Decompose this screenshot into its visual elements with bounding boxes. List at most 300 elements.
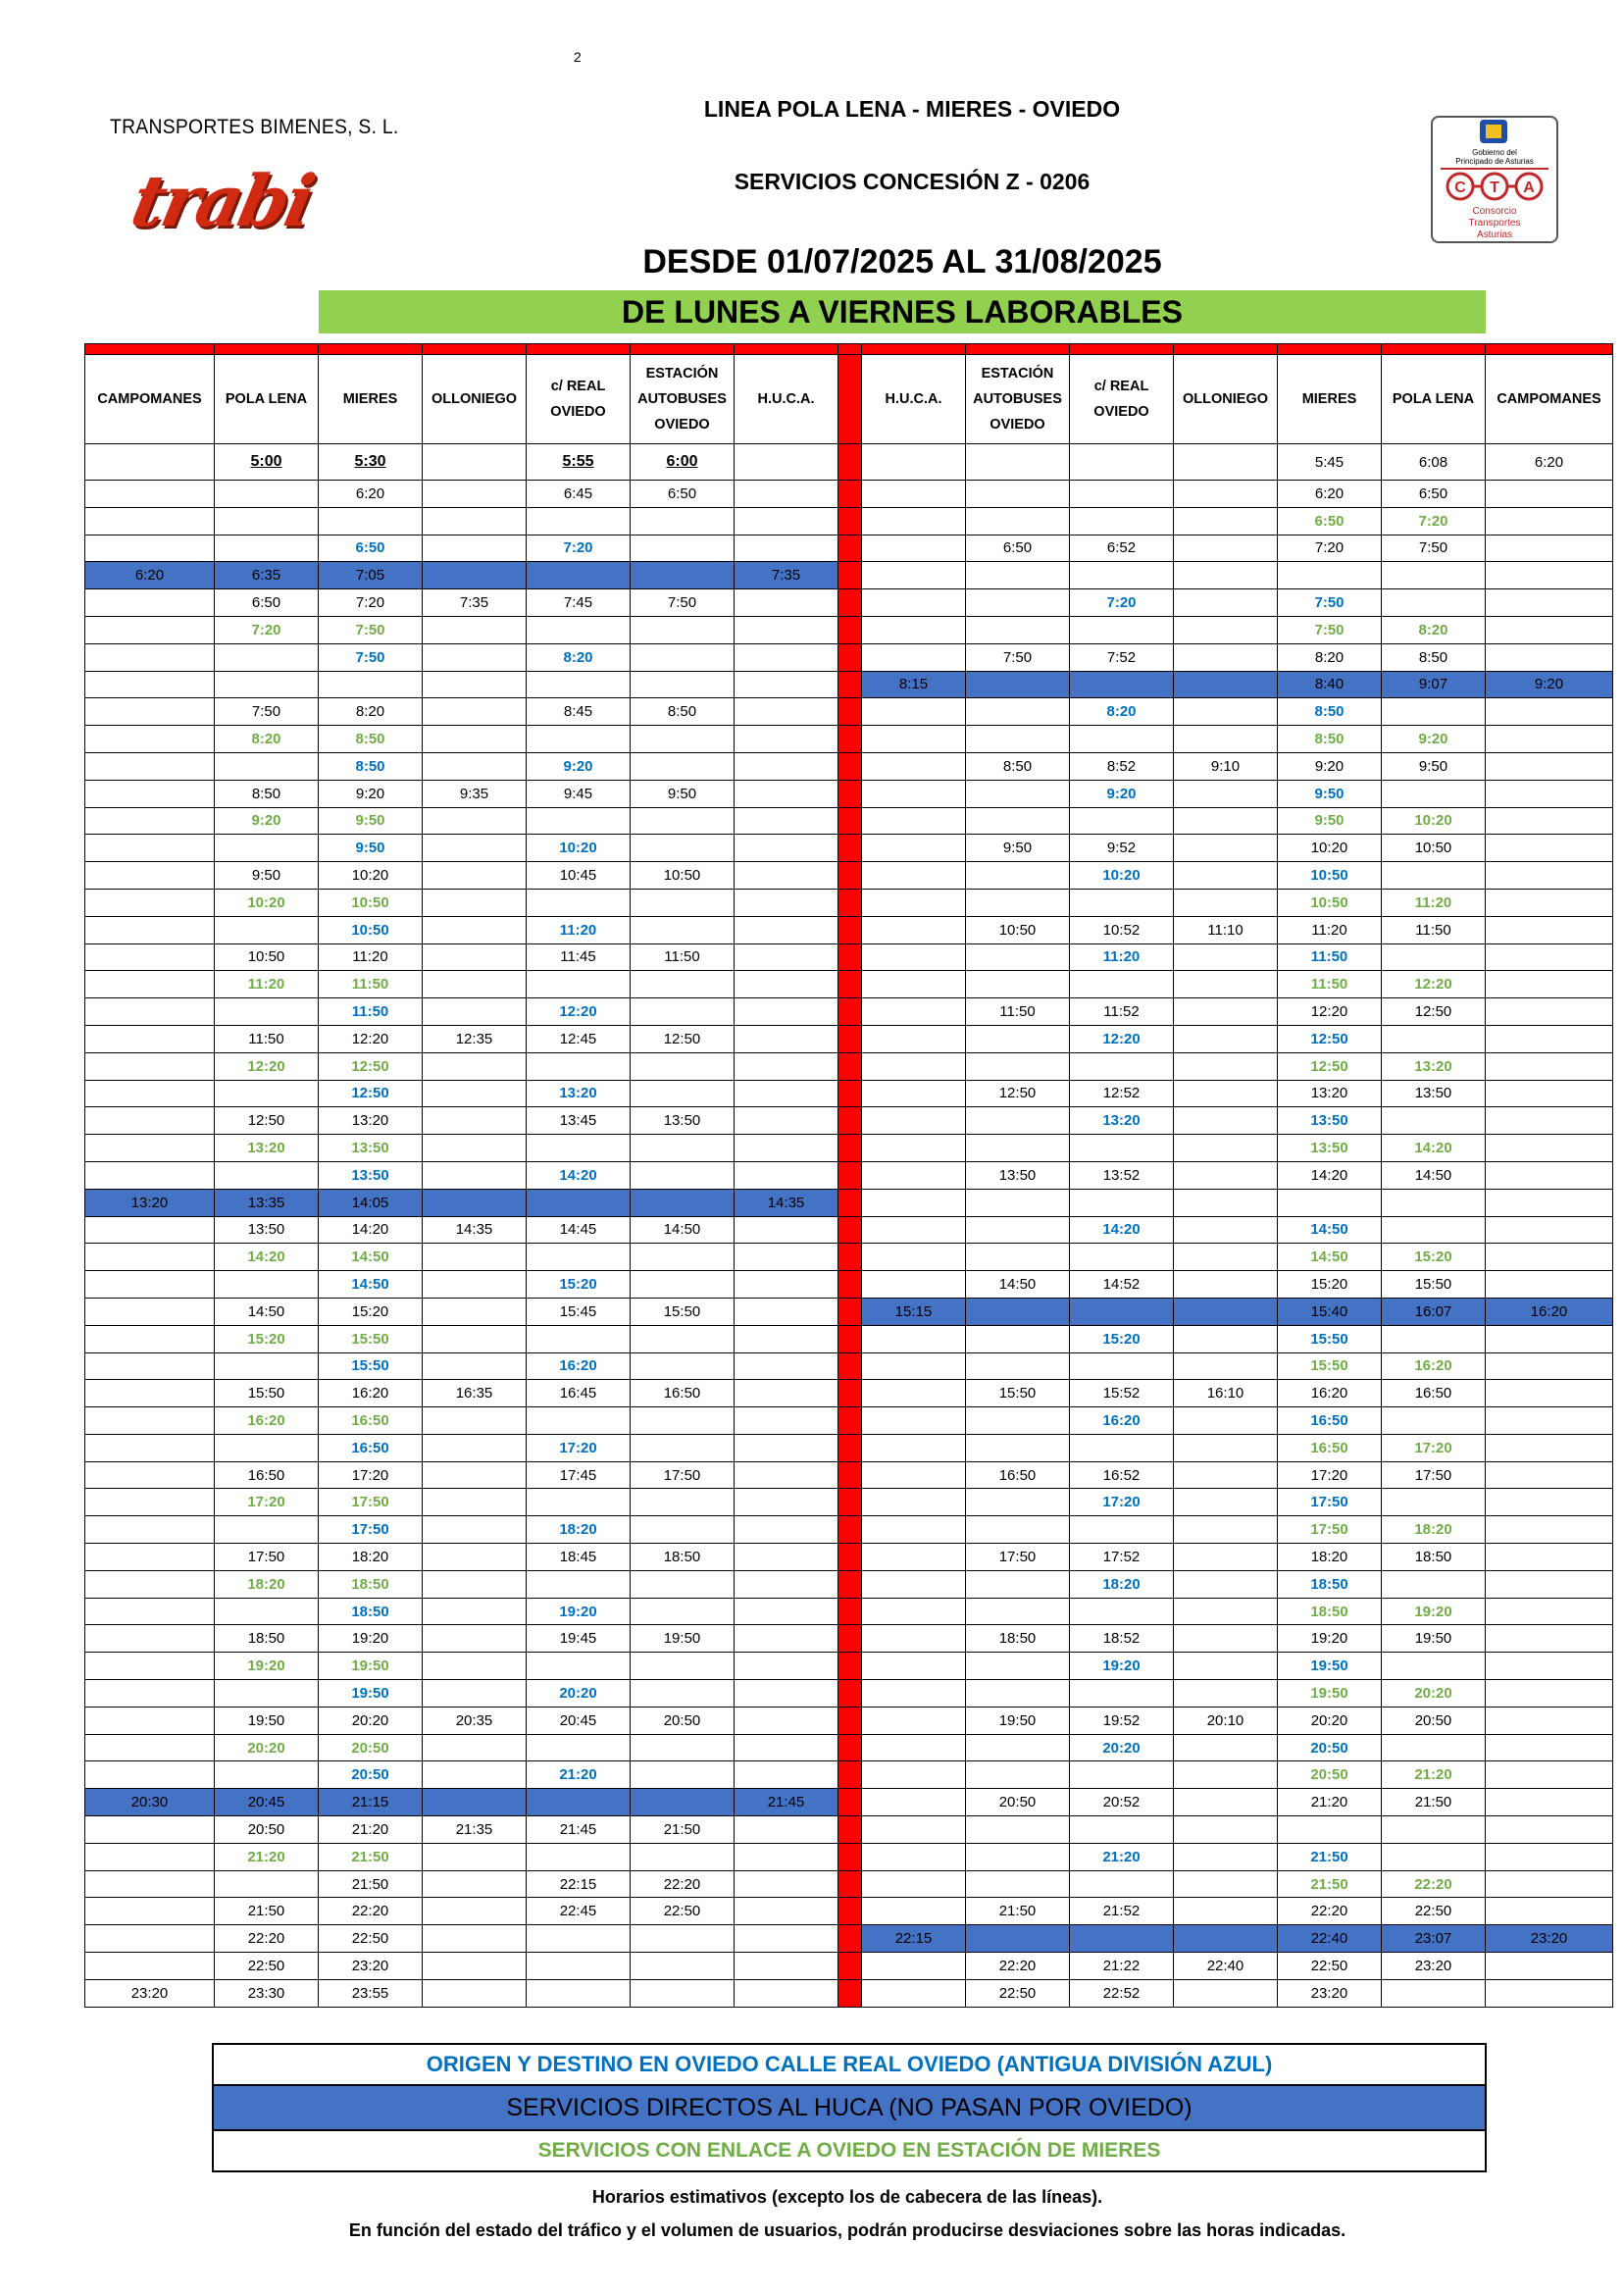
time-cell [423,998,527,1026]
time-cell: 10:50 [319,916,423,943]
time-cell [1486,507,1613,535]
time-cell [1486,998,1613,1026]
separator-cell [838,1052,862,1080]
time-cell [1174,726,1278,753]
table-row [85,1870,1613,1898]
time-cell: 12:50 [1278,1052,1382,1080]
legend-blue: ORIGEN Y DESTINO EN OVIEDO CALLE REAL OVIEDO (ANTIGUA DIVISIÓN AZUL) [214,2045,1485,2086]
time-cell [85,1570,215,1598]
time-cell [862,1816,966,1844]
time-cell [85,481,215,508]
time-cell [85,1707,215,1734]
time-cell: 16:20 [1382,1352,1486,1380]
company-name: TRANSPORTES BIMENES, S. L. [110,116,399,138]
time-cell [966,726,1070,753]
separator-cell [838,1025,862,1052]
time-cell [1486,1979,1613,2007]
time-cell [631,807,735,835]
time-cell [631,616,735,643]
time-cell [1174,943,1278,971]
table-row [85,1025,1613,1052]
time-cell [527,1052,631,1080]
time-cell [1174,1161,1278,1189]
time-cell: 8:20 [1070,698,1174,726]
table-row [85,998,1613,1026]
time-cell: 20:50 [1382,1707,1486,1734]
time-cell: 17:50 [1278,1516,1382,1544]
time-cell: 9:20 [1382,726,1486,753]
time-cell: 19:50 [215,1707,319,1734]
header-line: CAMPOMANES [97,391,202,407]
time-cell [85,889,215,916]
time-cell: 16:50 [1278,1407,1382,1435]
time-cell: 7:50 [1278,589,1382,617]
time-cell [862,481,966,508]
separator-cell [838,1953,862,1980]
time-cell [966,698,1070,726]
time-cell [735,1870,838,1898]
time-cell [862,698,966,726]
logo-line2: Principado de Asturias [1455,157,1534,166]
time-cell [862,1216,966,1244]
time-cell: 21:50 [215,1898,319,1925]
time-cell: 14:20 [215,1244,319,1271]
time-cell [527,971,631,998]
time-cell [1174,1570,1278,1598]
table-row [85,780,1613,807]
time-cell [423,671,527,698]
time-cell [735,1925,838,1953]
time-cell [1486,971,1613,998]
time-cell [966,1052,1070,1080]
separator-cell [838,1244,862,1271]
time-cell: 6:08 [1382,444,1486,481]
time-cell [1486,1461,1613,1489]
separator-cell [838,1570,862,1598]
time-cell [735,1898,838,1925]
table-row [85,1761,1613,1789]
time-cell [1174,1516,1278,1544]
time-cell: 16:10 [1174,1380,1278,1407]
time-cell [1486,1352,1613,1380]
table-row [85,643,1613,671]
header-line: MIERES [342,391,398,407]
time-cell: 21:45 [735,1789,838,1816]
time-cell: 12:20 [527,998,631,1026]
time-cell [1486,535,1613,562]
time-cell: 10:50 [1278,889,1382,916]
time-cell [85,1544,215,1571]
time-cell [735,998,838,1026]
time-cell [735,1298,838,1325]
time-cell: 7:50 [631,589,735,617]
time-cell [966,1107,1070,1135]
time-cell: 13:20 [85,1189,215,1216]
separator-cell [838,507,862,535]
time-cell [1486,698,1613,726]
time-cell [1486,1380,1613,1407]
time-cell [966,444,1070,481]
time-cell [1486,1653,1613,1680]
time-cell [735,916,838,943]
time-cell [862,1680,966,1708]
time-cell: 16:07 [1382,1298,1486,1325]
time-cell [527,1325,631,1352]
time-cell [735,1161,838,1189]
header-line: AUTOBUSES [973,391,1062,407]
table-row [85,1325,1613,1352]
time-cell: 12:45 [527,1025,631,1052]
time-cell [862,889,966,916]
time-cell [85,1161,215,1189]
time-cell: 10:20 [527,835,631,862]
time-cell: 14:05 [319,1189,423,1216]
time-cell [1174,507,1278,535]
time-cell: 6:50 [631,481,735,508]
time-cell [85,1489,215,1516]
time-cell [966,1352,1070,1380]
time-cell [966,943,1070,971]
time-cell [423,889,527,916]
time-cell [1486,1434,1613,1461]
separator-cell [838,752,862,780]
time-cell [423,1161,527,1189]
time-cell [85,807,215,835]
time-cell: 11:20 [527,916,631,943]
time-cell: 10:20 [215,889,319,916]
time-cell [215,481,319,508]
time-cell: 21:15 [319,1789,423,1816]
logo-line4: Transportes [1468,218,1521,229]
time-cell [862,1244,966,1271]
table-row [85,835,1613,862]
separator-cell [838,1734,862,1761]
time-cell: 7:20 [1382,507,1486,535]
time-cell [1486,889,1613,916]
time-cell [85,1135,215,1162]
time-cell [1486,643,1613,671]
time-cell [1070,481,1174,508]
time-cell: 8:50 [215,780,319,807]
time-cell [631,1516,735,1544]
separator-cell [838,726,862,753]
table-row [85,1461,1613,1489]
header-line: POLA LENA [1392,391,1475,407]
time-cell [735,943,838,971]
time-cell: 13:50 [631,1107,735,1135]
time-cell [319,507,423,535]
time-cell: 17:50 [319,1516,423,1544]
header-line: CAMPOMANES [1497,391,1601,407]
time-cell [1486,1625,1613,1653]
separator-cell [838,1544,862,1571]
table-row [85,1680,1613,1708]
time-cell [85,1325,215,1352]
time-cell [1486,1680,1613,1708]
time-cell: 18:50 [319,1570,423,1598]
time-cell [423,643,527,671]
time-cell [966,1734,1070,1761]
time-cell: 11:50 [1382,916,1486,943]
time-cell [1070,1189,1174,1216]
time-cell [735,1516,838,1544]
time-cell: 10:50 [1382,835,1486,862]
table-row [85,1052,1613,1080]
time-cell [735,643,838,671]
time-cell [423,1953,527,1980]
header-left-4 [527,355,631,444]
time-cell: 19:20 [215,1653,319,1680]
red-top-strip [85,344,1613,355]
time-cell [527,507,631,535]
time-cell: 14:50 [631,1216,735,1244]
time-cell: 10:50 [1278,862,1382,890]
time-cell [1174,971,1278,998]
header-line: H.U.C.A. [885,391,942,407]
time-cell [1382,1325,1486,1352]
table-row [85,507,1613,535]
time-cell [735,1734,838,1761]
header-left-2 [319,355,423,444]
table-row [85,971,1613,998]
time-cell [1486,862,1613,890]
time-cell [527,807,631,835]
time-cell: 22:20 [1278,1898,1382,1925]
time-cell: 20:50 [1278,1734,1382,1761]
time-cell: 8:50 [631,698,735,726]
time-cell [423,1189,527,1216]
time-cell [1174,835,1278,862]
time-cell: 10:45 [527,862,631,890]
time-cell [423,1325,527,1352]
time-cell [1486,943,1613,971]
time-cell: 19:20 [319,1625,423,1653]
time-cell [1174,1461,1278,1489]
table-row [85,1434,1613,1461]
time-cell [735,1352,838,1380]
time-cell: 19:50 [631,1625,735,1653]
time-cell [862,1953,966,1980]
time-cell: 23:20 [85,1979,215,2007]
time-cell [85,1843,215,1870]
time-cell: 7:50 [319,616,423,643]
time-cell [966,807,1070,835]
table-row [85,698,1613,726]
time-cell [862,1979,966,2007]
time-cell [85,1625,215,1653]
time-cell [85,1898,215,1925]
time-cell [423,1107,527,1135]
time-cell [1174,444,1278,481]
time-cell: 16:50 [1278,1434,1382,1461]
time-cell [1174,998,1278,1026]
time-cell: 18:50 [1382,1544,1486,1571]
time-cell: 17:45 [527,1461,631,1489]
time-cell [1174,1625,1278,1653]
time-cell: 20:20 [1070,1734,1174,1761]
time-cell [1174,807,1278,835]
header-line: OVIEDO [1093,404,1149,420]
time-cell: 21:50 [966,1898,1070,1925]
time-cell [862,1080,966,1107]
time-cell: 9:07 [1382,671,1486,698]
separator-cell [838,1298,862,1325]
time-cell [1070,1244,1174,1271]
time-cell [215,752,319,780]
table-row [85,1080,1613,1107]
time-cell: 11:10 [1174,916,1278,943]
time-cell [423,1843,527,1870]
time-cell [735,1680,838,1708]
time-cell: 22:15 [862,1925,966,1953]
red-strip-cell [319,344,423,355]
time-cell: 14:52 [1070,1271,1174,1299]
table-row [85,1544,1613,1571]
time-cell: 6:00 [631,444,735,481]
timetable [84,343,1613,2008]
time-cell: 12:50 [319,1052,423,1080]
time-cell [527,1789,631,1816]
time-cell [862,1516,966,1544]
time-cell [1486,1516,1613,1544]
logo-line5: Asturias [1476,229,1513,240]
time-cell [735,1244,838,1271]
time-cell [1174,1653,1278,1680]
time-cell [85,698,215,726]
time-cell: 22:50 [966,1979,1070,2007]
time-cell [631,1407,735,1435]
time-cell: 19:20 [1070,1653,1174,1680]
time-cell: 13:35 [215,1189,319,1216]
time-cell [735,752,838,780]
time-cell [1070,1761,1174,1789]
time-cell: 9:20 [1278,752,1382,780]
time-cell [85,971,215,998]
time-cell [966,616,1070,643]
time-cell [966,1135,1070,1162]
time-cell [631,535,735,562]
time-cell: 21:20 [1278,1789,1382,1816]
time-cell: 11:50 [631,943,735,971]
time-cell: 8:50 [319,726,423,753]
header-line: c/ REAL [1093,379,1149,394]
time-cell [85,726,215,753]
time-cell [423,807,527,835]
time-cell [85,535,215,562]
time-cell [966,1489,1070,1516]
time-cell [966,562,1070,589]
time-cell [1070,1925,1174,1953]
time-cell [966,1925,1070,1953]
time-cell: 16:20 [319,1380,423,1407]
header-right-4 [1278,355,1382,444]
time-cell [966,507,1070,535]
time-cell: 19:50 [1278,1680,1382,1708]
time-cell [1278,1189,1382,1216]
time-cell [1486,780,1613,807]
time-cell: 18:50 [631,1544,735,1571]
time-cell [966,1325,1070,1352]
cta-logo [1431,116,1558,243]
separator-cell [838,1161,862,1189]
time-cell: 7:52 [1070,643,1174,671]
day-type-band: DE LUNES A VIERNES LABORABLES [319,290,1486,333]
time-cell: 7:20 [1278,535,1382,562]
time-cell [1174,1816,1278,1844]
time-cell [1174,1789,1278,1816]
time-cell [631,1925,735,1953]
header-left-1 [215,355,319,444]
time-cell: 11:20 [1382,889,1486,916]
time-cell [862,1598,966,1625]
time-cell: 6:20 [319,481,423,508]
time-cell: 9:10 [1174,752,1278,780]
time-cell: 17:52 [1070,1544,1174,1571]
time-cell [735,1598,838,1625]
time-cell [966,1653,1070,1680]
time-cell [1486,752,1613,780]
separator-cell [838,1325,862,1352]
time-cell [631,1135,735,1162]
time-cell [862,507,966,535]
time-cell [423,1080,527,1107]
time-cell [1070,1352,1174,1380]
time-cell [1382,862,1486,890]
time-cell: 12:20 [1382,971,1486,998]
time-cell: 7:20 [319,589,423,617]
time-cell [735,589,838,617]
header-left-5 [631,355,735,444]
time-cell: 16:20 [527,1352,631,1380]
time-cell [1486,1707,1613,1734]
time-cell [735,1653,838,1680]
time-cell [1278,1816,1382,1844]
header-left-3 [423,355,527,444]
time-cell: 18:52 [1070,1625,1174,1653]
legend [212,2043,1487,2172]
time-cell [423,1135,527,1162]
time-cell [423,1434,527,1461]
time-cell [862,1161,966,1189]
table-row [85,1352,1613,1380]
time-cell: 17:50 [319,1489,423,1516]
logo-letter-a: A [1523,179,1535,196]
separator-cell [838,1680,862,1708]
table-row [85,444,1613,481]
red-strip-cell [631,344,735,355]
table-row [85,862,1613,890]
time-cell: 16:35 [423,1380,527,1407]
time-cell: 17:50 [966,1544,1070,1571]
separator-cell [838,1979,862,2007]
time-cell [735,698,838,726]
time-cell [1382,589,1486,617]
time-cell [1486,807,1613,835]
time-cell [1486,726,1613,753]
time-cell [1174,1352,1278,1380]
time-cell [735,1816,838,1844]
time-cell: 15:20 [1070,1325,1174,1352]
time-cell [1174,1598,1278,1625]
time-cell [1174,1025,1278,1052]
time-cell: 13:50 [319,1135,423,1162]
time-cell: 14:20 [1278,1161,1382,1189]
time-cell: 9:50 [1278,807,1382,835]
time-cell [735,1080,838,1107]
time-cell: 20:35 [423,1707,527,1734]
time-cell: 22:20 [215,1925,319,1953]
time-cell: 8:20 [319,698,423,726]
